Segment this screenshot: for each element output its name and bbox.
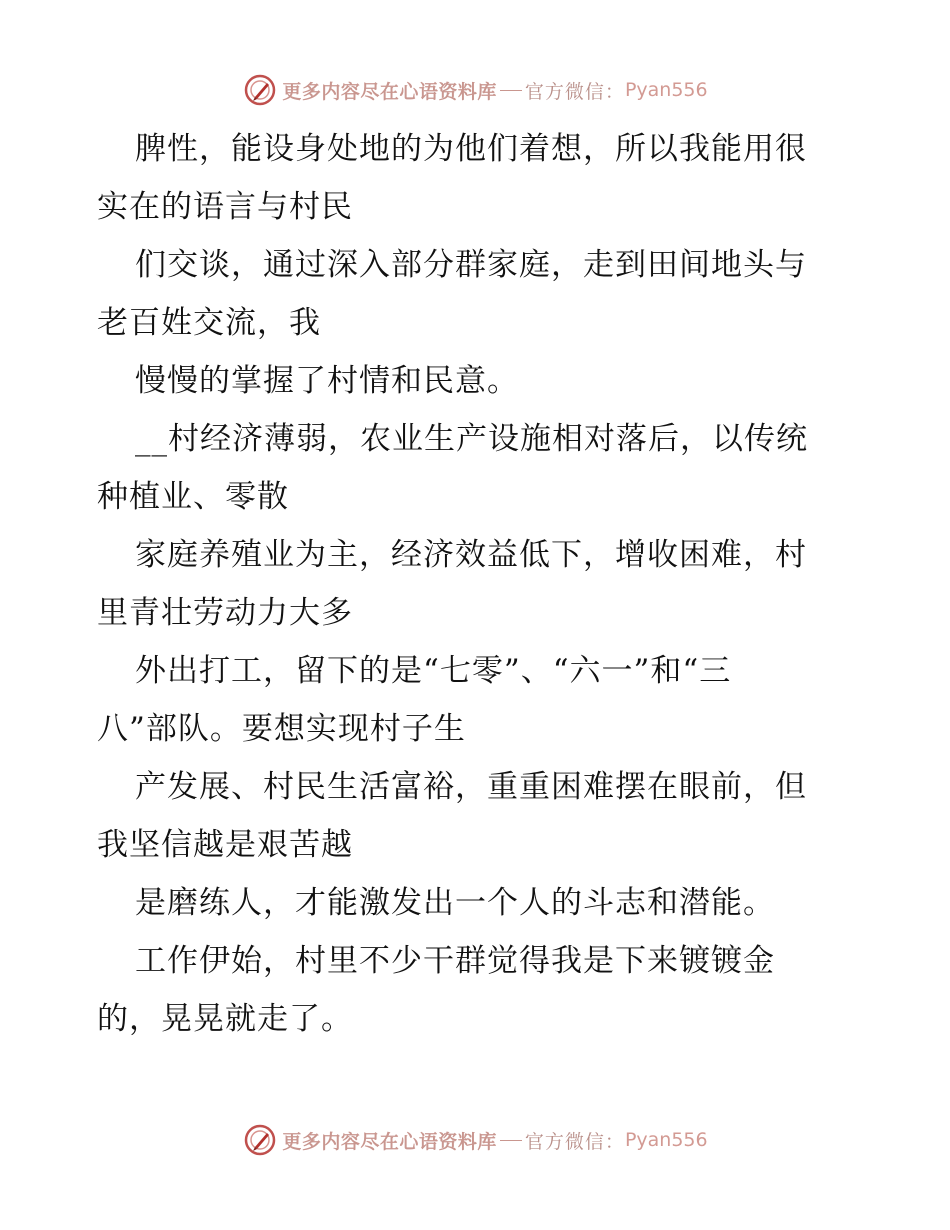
pen-nib-circle-icon — [242, 72, 278, 108]
paragraph-line: 慢慢的掌握了村情和民意。 — [135, 363, 519, 399]
paragraph-line: 的，晃晃就走了。 — [97, 1001, 353, 1037]
paragraph-line: 工作伊始，村里不少干群觉得我是下来镀镀金 — [135, 943, 775, 979]
watermark-account: Pyan556 — [624, 79, 708, 101]
footer-watermark — [0, 1120, 950, 1160]
document-body — [97, 120, 857, 1048]
paragraph-line: 产发展、村民生活富裕，重重困难摆在眼前，但 — [135, 769, 807, 805]
paragraph-line: 实在的语言与村民 — [97, 189, 353, 225]
watermark-brand-text: 更多内容尽在心语资料库 — [282, 80, 497, 103]
paragraph-line: 里青壮劳动力大多 — [97, 595, 353, 631]
paragraph-line: 外出打工，留下的是“七零”、“六一”和“三 — [135, 653, 732, 689]
paragraph-line: 家庭养殖业为主，经济效益低下，增收困难，村 — [135, 537, 807, 573]
header-watermark — [0, 70, 950, 110]
paragraph-line: 老百姓交流，我 — [97, 305, 321, 341]
paragraph-line: 种植业、零散 — [97, 479, 289, 515]
pen-nib-circle-icon — [242, 1122, 278, 1158]
watermark-label: 官方微信： — [524, 80, 625, 103]
paragraph-line: 八”部队。要想实现村子生 — [97, 711, 466, 747]
watermark-dash — [500, 1140, 522, 1141]
watermark-account: Pyan556 — [624, 1129, 708, 1151]
paragraph-line: __村经济薄弱，农业生产设施相对落后，以传统 — [135, 421, 808, 457]
watermark-dash — [500, 90, 522, 91]
watermark-brand-text: 更多内容尽在心语资料库 — [282, 1130, 497, 1153]
paragraph-line: 我坚信越是艰苦越 — [97, 827, 353, 863]
watermark-label: 官方微信： — [524, 1130, 625, 1153]
paragraph-line: 是磨练人，才能激发出一个人的斗志和潜能。 — [135, 885, 775, 921]
paragraph-line: 们交谈，通过深入部分群家庭，走到田间地头与 — [135, 247, 807, 283]
paragraph-line: 脾性，能设身处地的为他们着想，所以我能用很 — [135, 131, 807, 167]
